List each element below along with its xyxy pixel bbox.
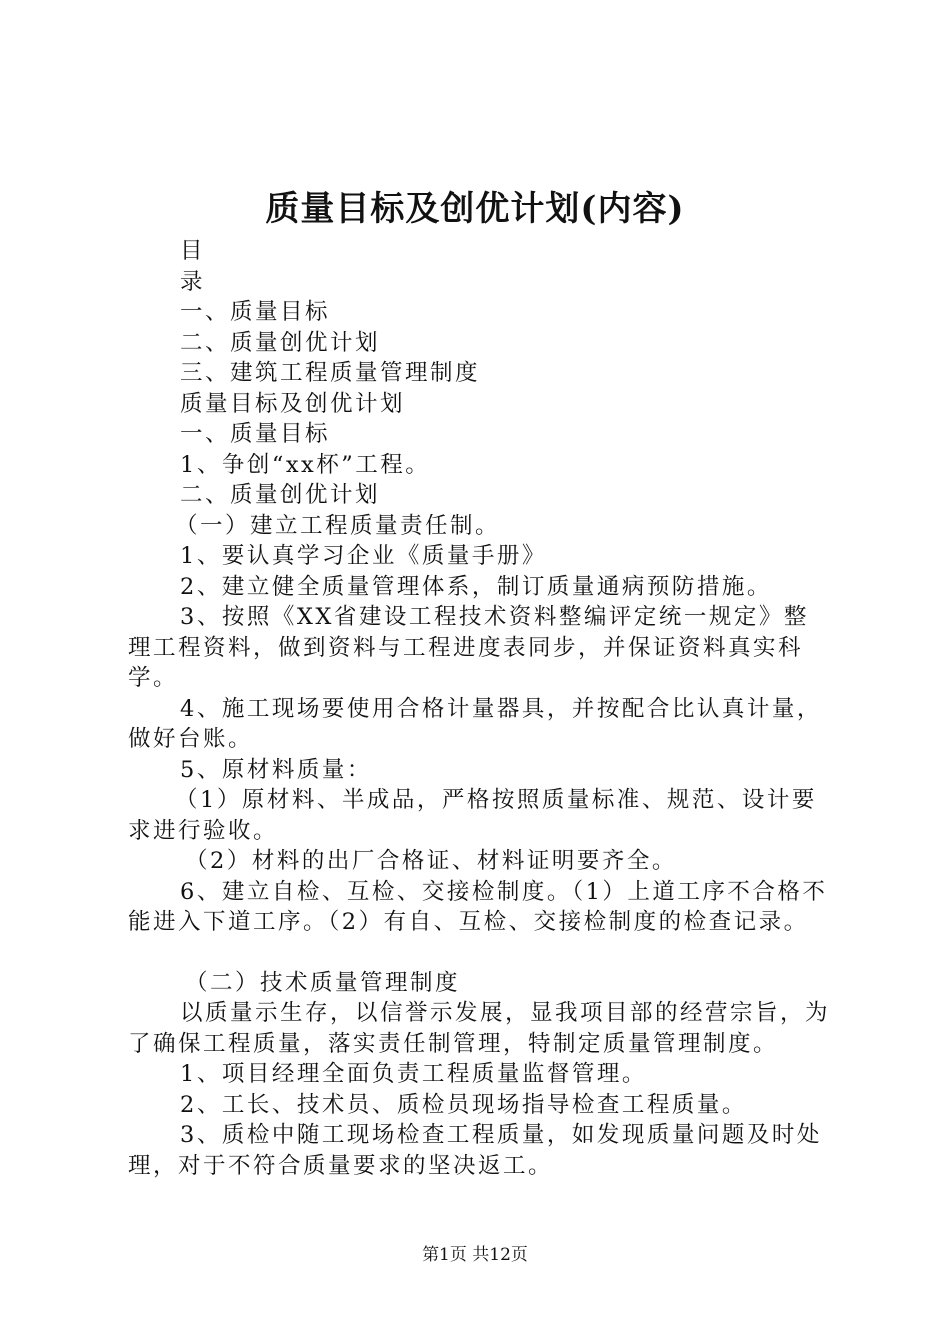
paragraph: 3、按照《XX省建设工程技术资料整编评定统一规定》整理工程资料，做到资料与工程进度表同步，并保证资料真实科学。 [128, 604, 809, 691]
paragraph: 以质量示生存，以信誉示发展，显我项目部的经营宗旨，为了确保工程质量，落实责任制管理，特制定质量管理制度。 [128, 1000, 831, 1057]
toc-heading-line-1: 目 [180, 238, 206, 264]
paragraph: 4、施工现场要使用合格计量器具，并按配合比认真计量，做好台账。 [128, 695, 822, 752]
blank-line [128, 938, 833, 968]
paragraph: 1、项目经理全面负责工程质量监督管理。 [180, 1061, 647, 1087]
subsection-heading: （一）建立工程质量责任制。 [175, 512, 501, 539]
toc-heading-line-2: 录 [180, 268, 206, 295]
toc-item: 一、质量目标 [180, 299, 331, 325]
paragraph: 3、质检中随工现场检查工程质量，如发现质量问题及时处理，对于不符合质量要求的坚决返工。 [128, 1122, 822, 1179]
page-number: 第1页 共12页 [422, 1245, 528, 1265]
section-heading: 一、质量目标 [180, 421, 331, 447]
paragraph: （2）材料的出厂合格证、材料证明要齐全。 [185, 848, 677, 874]
toc-item: 三、建筑工程质量管理制度 [180, 360, 481, 386]
paragraph: 5、原材料质量： [180, 756, 372, 783]
paragraph: 6、建立自检、互检、交接检制度。（1）上道工序不合格不能进入下道工序。（2）有自、互检、交接检制度的检查记录。 [128, 878, 828, 935]
section-title: 质量目标及创优计划 [180, 390, 406, 417]
section-heading: 二、质量创优计划 [180, 482, 381, 508]
toc-item: 二、质量创优计划 [180, 329, 381, 356]
paragraph: 2、工长、技术员、质检员现场指导检查工程质量。 [180, 1091, 747, 1118]
document-body [128, 236, 833, 1181]
paragraph: （1）原材料、半成品，严格按照质量标准、规范、设计要求进行验收。 [128, 787, 817, 844]
paragraph: 2、建立健全质量管理体系，制订质量通病预防措施。 [180, 573, 772, 600]
subsection-heading: （二）技术质量管理制度 [185, 969, 461, 996]
document-title: 质量目标及创优计划(内容) [265, 189, 685, 229]
paragraph: 1、争创“xx杯”工程。 [180, 451, 431, 478]
paragraph: 1、要认真学习企业《质量手册》 [180, 543, 547, 569]
